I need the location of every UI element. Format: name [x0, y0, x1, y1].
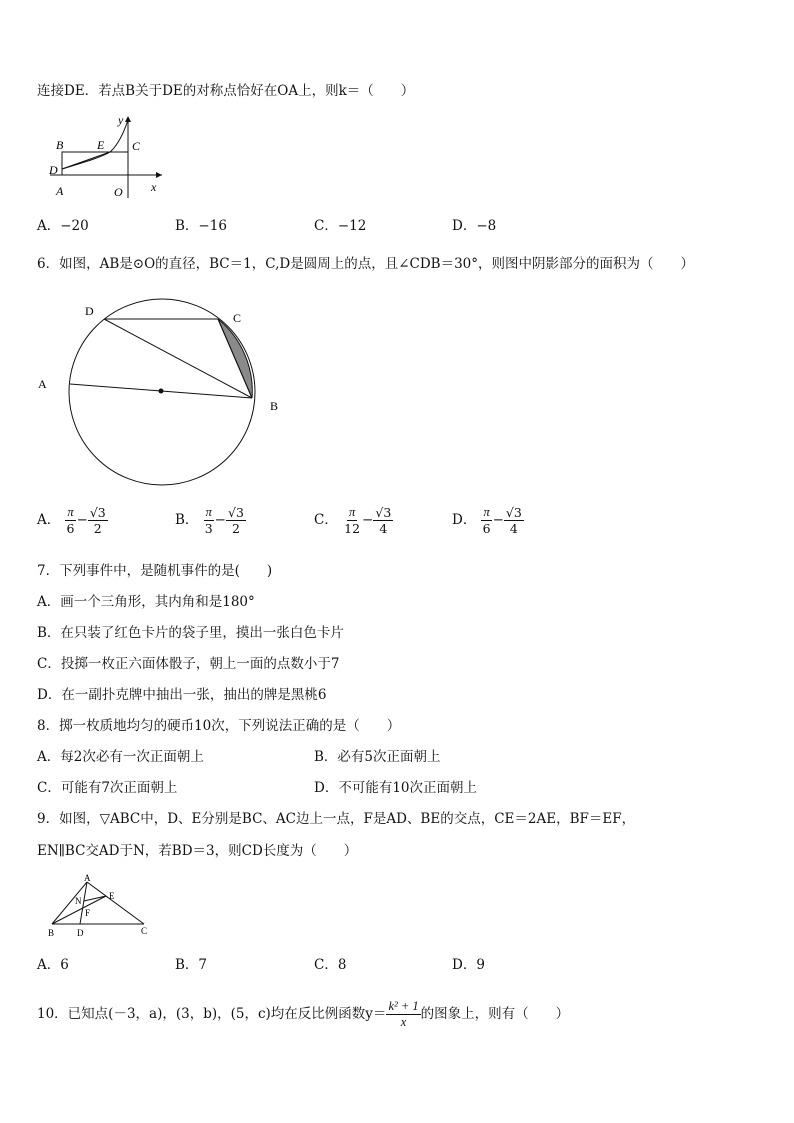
q5-stem: 连接DE．若点B关于DE的对称点恰好在OA上，则k＝（ ）	[37, 83, 415, 99]
q9-option-d: D．9	[452, 957, 485, 973]
q8-option-a: A．每2次必有一次正面朝上	[37, 749, 204, 765]
q8-option-b: B．必有5次正面朝上	[314, 749, 441, 765]
q9-stem-line1: 9．如图，▽ABC中，D、E分别是BC、AC边上一点，F是AD、BE的交点，CE＝2AE，BF＝EF，	[37, 811, 636, 827]
q6-option-a: A． $\frac{\pi}{6}$ − $\frac{√3}{2}$	[37, 505, 106, 536]
q5-label-b: B	[56, 138, 64, 152]
q6-label-b: B	[270, 399, 279, 413]
q6-label-c: C	[233, 311, 242, 325]
q5-label-x: x	[151, 180, 157, 194]
q5-label-d: D	[49, 163, 58, 177]
q6-option-b: B． $\frac{\pi}{3}$ − $\frac{√3}{2}$	[175, 505, 244, 536]
q9-label-e: E	[109, 891, 115, 901]
q5-label-o: O	[114, 185, 123, 199]
q9-label-c: C	[141, 926, 148, 936]
q9-label-d: D	[77, 928, 84, 938]
q5-label-e: E	[97, 138, 105, 152]
q8-option-c: C．可能有7次正面朝上	[37, 780, 178, 796]
q9-label-f: F	[85, 908, 91, 918]
q9-option-b: B．7	[175, 957, 208, 973]
q9-label-n: N	[75, 896, 82, 906]
q5-label-y: y	[118, 113, 124, 127]
q9-figure	[40, 872, 160, 942]
q6-option-d: D． $\frac{\pi}{6}$ − $\frac{√3}{4}$	[452, 505, 522, 536]
q7-option-c: C．投掷一枚正六面体骰子，朝上一面的点数小于7	[37, 656, 340, 672]
q6-label-d: D	[85, 304, 94, 318]
q9-option-c: C．8	[314, 957, 347, 973]
q9-label-a: A	[84, 873, 91, 883]
q9-label-b: B	[48, 928, 55, 938]
q6-figure	[30, 295, 300, 505]
q5-option-d: D．−8	[452, 218, 497, 234]
q6-stem: 6．如图，AB是⊙O的直径，BC＝1，C,D是圆周上的点，且∠CDB＝30°，则图中阴影部分的面积为（ ）	[37, 256, 695, 272]
q6-option-c: C． $\frac{\pi}{12}$ − $\frac{√3}{4}$	[314, 505, 392, 536]
q6-label-a: A	[38, 377, 47, 391]
q5-option-b: B．−16	[175, 218, 227, 234]
q7-option-b: B．在只装了红色卡片的袋子里，摸出一张白色卡片	[37, 625, 344, 641]
q8-stem: 8．掷一枚质地均匀的硬币10次，下列说法正确的是（ ）	[37, 718, 401, 734]
q9-stem-line2: EN∥BC交AD于N，若BD＝3，则CD长度为（ ）	[37, 843, 358, 859]
q10-stem: 10．已知点(－3，a)，(3，b)，(5，c)均在反比例函数y＝ $\frac{\text{k² + 1}}{x}$ 的图象上，则有（ ）	[37, 999, 570, 1029]
q7-option-d: D．在一副扑克牌中抽出一张，抽出的牌是黑桃6	[37, 687, 327, 703]
q7-option-a: A．画一个三角形，其内角和是180°	[37, 594, 255, 610]
q5-figure	[40, 112, 170, 202]
q7-stem: 7．下列事件中，是随机事件的是( )	[37, 563, 273, 579]
q5-label-a: A	[56, 184, 64, 198]
q9-option-a: A．6	[37, 957, 69, 973]
q8-option-d: D．不可能有10次正面朝上	[314, 780, 478, 796]
q5-option-c: C．−12	[314, 218, 367, 234]
q5-option-a: A．−20	[37, 218, 89, 234]
q5-label-c: C	[132, 139, 141, 153]
